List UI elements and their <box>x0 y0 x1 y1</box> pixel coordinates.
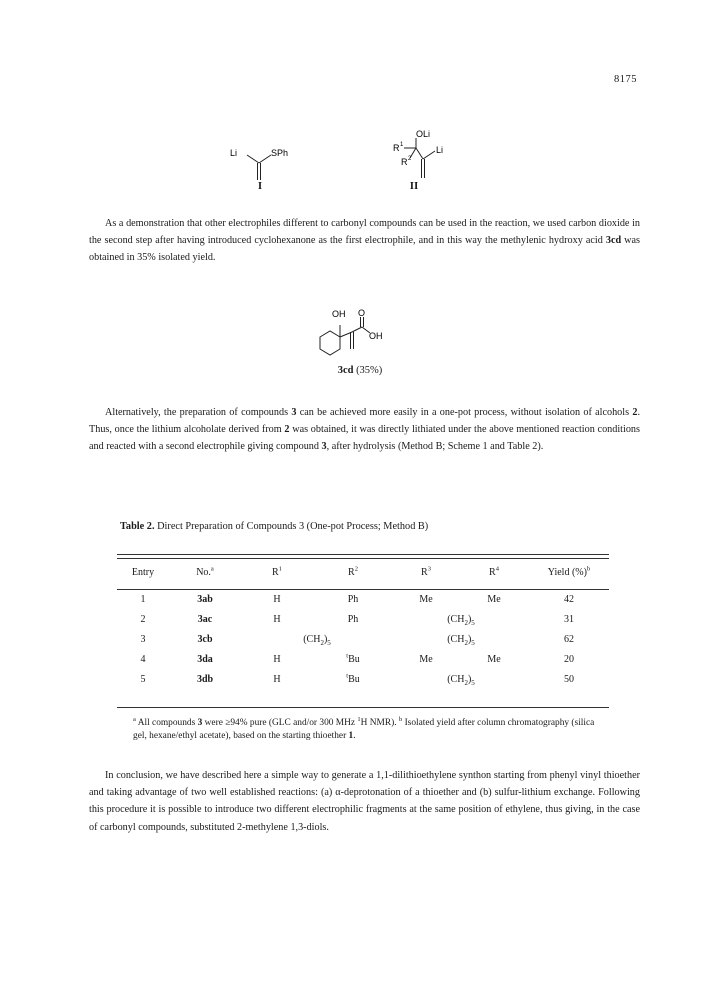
text-run: was obtained, it was directly lithiated under the above mentioned reaction conditions and reacted with a second electrophile giving compound <box>89 424 640 453</box>
r3-cell: Me <box>419 653 433 665</box>
li-atom-label: Li <box>436 145 444 155</box>
paragraph-one-pot <box>89 404 640 456</box>
header-text: R <box>272 567 279 578</box>
cyclohexane-ring <box>320 331 340 355</box>
header-superscript: a <box>210 565 214 573</box>
footnote-b-bold: 1 <box>348 731 354 741</box>
structure-ii-label: II <box>409 180 419 192</box>
structure-3cd-diagram <box>310 307 400 365</box>
r4-cell: Me <box>487 593 501 605</box>
column-header <box>169 556 241 589</box>
table-top-rule <box>117 554 609 555</box>
r2-text: Ph <box>347 613 359 625</box>
entry-cell: 4 <box>140 653 146 665</box>
yield-cell: 62 <box>564 633 574 645</box>
r1-superscript: 1 <box>400 142 404 148</box>
caption-compound-id: 3cd <box>337 365 354 376</box>
compound-ref: 3 <box>291 407 297 418</box>
header-superscript: 1 <box>278 565 282 573</box>
yield-cell: 42 <box>564 593 574 605</box>
r3-r4-cell: $(CH_2)_5$ <box>447 633 475 647</box>
text-run: . Thus, once the lithium alcoholate derived from <box>89 407 640 436</box>
li-atom-label: Li <box>230 148 238 158</box>
yield-cell: 20 <box>564 653 574 665</box>
table-bottom-rule <box>117 707 609 708</box>
r1-cell: H <box>273 593 281 605</box>
table-row <box>117 589 609 609</box>
r1-label: R <box>393 143 400 153</box>
text-run: can be achieved more easily in a one-pot process, without isolation of alcohols <box>296 407 633 418</box>
bond-line <box>352 327 362 332</box>
entry-cell: 2 <box>140 613 146 625</box>
r2-text: Ph <box>347 593 359 605</box>
compound-ref: 2 <box>632 407 638 418</box>
table-header-row <box>117 556 609 589</box>
footnote-b-text: Isolated yield after column chromatography (silica gel, hexane/ethyl acetate), based on the starting thioether <box>133 718 595 741</box>
column-header <box>393 556 459 589</box>
paragraph-conclusion <box>89 767 640 836</box>
footnote-a-mark: a <box>133 715 136 723</box>
header-superscript: 2 <box>354 565 358 573</box>
compound-id: 3db <box>196 673 214 685</box>
yield-cell: 31 <box>564 613 574 625</box>
compound-id: 3ab <box>197 593 213 605</box>
header-superscript: 4 <box>495 565 499 573</box>
structure-i-label: I <box>257 180 263 192</box>
compound-id: 3da <box>197 653 213 665</box>
table-row <box>117 609 609 629</box>
footnote-b-end: . <box>353 731 356 741</box>
footnote-a-text: All compounds <box>135 718 198 728</box>
entry-cell: 1 <box>140 593 146 605</box>
header-text: Yield (%) <box>547 567 587 578</box>
compound-cell <box>169 629 241 649</box>
text-run: , after hydrolysis (Method B; Scheme 1 and Table 2). <box>326 441 544 453</box>
column-header <box>529 556 609 589</box>
compound-ref: 2 <box>284 424 290 436</box>
table-row <box>117 649 609 669</box>
paragraph-co2-electrophile <box>89 215 640 267</box>
compound-ref: 3 <box>321 441 327 453</box>
r1-cell: H <box>273 613 281 625</box>
compound-cell <box>169 649 241 669</box>
page-number: 8175 <box>614 74 637 85</box>
footnote-b-mark: b <box>398 715 403 723</box>
text-run: was obtained in 35% isolated yield. <box>89 235 641 264</box>
entry-cell: 5 <box>140 673 146 685</box>
oli-label: OLi <box>416 129 431 139</box>
compound-id: 3ac <box>197 613 213 625</box>
r2-text: Bu <box>348 653 360 665</box>
table-footnote <box>133 717 603 743</box>
r2-label: R <box>401 157 408 167</box>
column-header <box>459 556 529 589</box>
compound-cell <box>169 609 241 629</box>
header-text: R <box>421 567 428 578</box>
text-run: In conclusion, we have described here a simple way to generate a 1,1-dilithioethylene synthon starting from phenyl vinyl thioether and taking advantage of two well established reactions: (a) α-deprotonation of a thioether and (b) sulfur-lithium exchange. Following this procedure it is possible to introduce two different electrophilic fragments at the same position of ethylene, thus giving, in the case of carbonyl compounds, substituted 2-methylene 1,3-diols. <box>89 770 640 833</box>
r3-cell: Me <box>419 593 433 605</box>
compound-id: 3cb <box>197 633 213 645</box>
header-text: R <box>348 567 355 578</box>
header-text: R <box>489 567 496 578</box>
r4-cell: Me <box>487 653 501 665</box>
r2-cell <box>313 589 393 609</box>
header-text: No. <box>196 567 211 578</box>
text-run: As a demonstration that other electrophiles different to carbonyl compounds can be used in the reaction, we used carbon dioxide in the second step after having introduced cyclohexanone as the first electrophile, and in this way the methylenic hydroxy acid <box>89 218 640 247</box>
r2-superscript: 2 <box>408 156 412 162</box>
table-label: Table 2. <box>120 521 155 532</box>
compound-ref: 3cd <box>605 235 622 247</box>
bond-line <box>247 155 259 163</box>
caption-yield: (35%) <box>353 365 383 376</box>
table-caption: Direct Preparation of Compounds 3 (One-pot Process; Method B) <box>154 521 429 532</box>
column-header <box>313 556 393 589</box>
header-superscript: 3 <box>427 565 431 573</box>
tert-prefix: t <box>346 672 349 680</box>
r3-r4-cell: $(CH_2)_5$ <box>447 673 475 687</box>
entry-cell: 3 <box>140 633 146 645</box>
text-run: Alternatively, the preparation of compounds <box>105 407 292 418</box>
header-superscript: b <box>586 565 591 573</box>
compounds-table <box>117 556 609 689</box>
bond-line <box>423 151 435 159</box>
r1-cell: H <box>273 673 281 685</box>
footnote-a-sup: 1 <box>357 715 361 723</box>
r2-cell <box>313 669 393 689</box>
r1-r2-cell: $(CH_2)_5$ <box>303 633 331 647</box>
r1-cell: H <box>273 653 281 665</box>
compound-cell <box>169 589 241 609</box>
yield-cell: 50 <box>564 673 574 685</box>
bond-line <box>259 155 271 163</box>
footnote-a-text3: H NMR). <box>360 718 399 728</box>
r2-cell <box>313 609 393 629</box>
column-header <box>117 556 169 589</box>
compound-cell <box>169 669 241 689</box>
structure-3cd-caption <box>300 365 420 376</box>
bond-line <box>416 148 423 159</box>
r2-cell <box>313 649 393 669</box>
footnote-a-text2: were ≥94% pure (GLC and/or 300 MHz <box>202 718 358 728</box>
oh-acid-label: OH <box>369 331 383 341</box>
r2-text: Bu <box>348 673 360 685</box>
r3-r4-cell: $(CH_2)_5$ <box>447 613 475 627</box>
footnote-a-bold: 3 <box>197 718 203 728</box>
structure-i-diagram <box>225 140 315 185</box>
o-label: O <box>358 308 366 318</box>
tert-prefix: t <box>346 652 349 660</box>
column-header <box>241 556 313 589</box>
table-row <box>117 669 609 689</box>
oh-label: OH <box>332 309 346 319</box>
structure-ii-diagram <box>380 126 460 186</box>
header-text: Entry <box>131 567 155 578</box>
sph-group-label: SPh <box>271 148 289 158</box>
table-row <box>117 629 609 649</box>
table-title <box>120 521 428 532</box>
